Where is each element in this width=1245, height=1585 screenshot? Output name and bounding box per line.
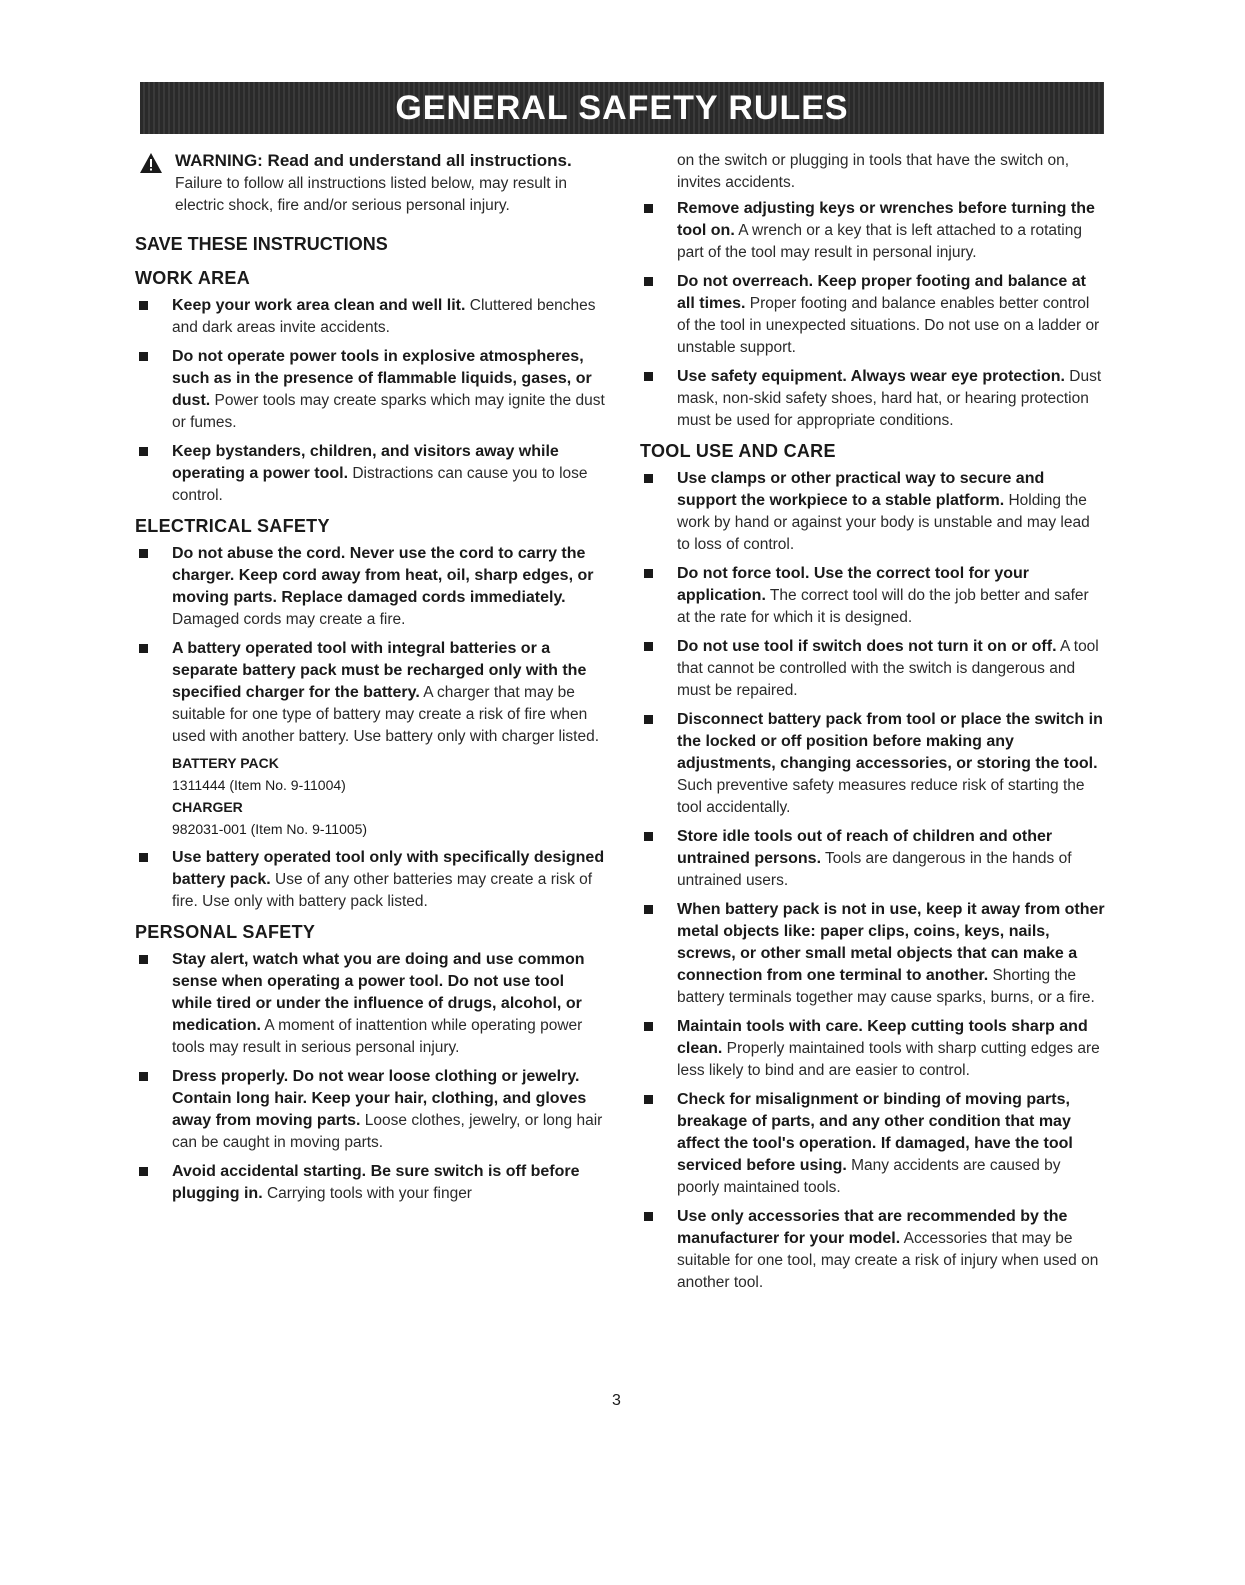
list-item bbox=[135, 346, 605, 434]
bullet-icon bbox=[644, 905, 653, 914]
list-item bbox=[640, 636, 1105, 702]
rule-lead: Do not abuse the cord. Never use the cord to carry the charger. Keep cord away from heat, oil, sharp edges, or moving parts. Replace damaged cords immediately. bbox=[172, 545, 594, 606]
rule-lead: Use battery operated tool only with specifically designed battery pack. bbox=[172, 849, 605, 888]
rule-lead: Keep your work area clean and well lit. bbox=[172, 297, 466, 314]
list-item bbox=[640, 366, 1105, 432]
battery-pack-label: BATTERY PACK bbox=[172, 755, 279, 771]
continued-text: on the switch or plugging in tools that have the switch on, invites accidents. bbox=[677, 152, 1070, 191]
list-item bbox=[135, 638, 605, 840]
tool-use-list bbox=[640, 468, 1105, 1294]
bullet-icon bbox=[139, 1072, 148, 1081]
rule-body: Properly maintained tools with sharp cutting edges are less likely to bind and are easier to control. bbox=[677, 1040, 1100, 1079]
list-item bbox=[640, 271, 1105, 359]
bullet-icon bbox=[139, 1167, 148, 1176]
rule-body: Carrying tools with your finger bbox=[262, 1185, 472, 1202]
rule-lead: Avoid accidental starting. Be sure switch is off before plugging in. bbox=[172, 1163, 580, 1202]
right-column bbox=[640, 150, 1105, 1302]
bullet-icon bbox=[644, 1022, 653, 1031]
list-item bbox=[640, 826, 1105, 892]
list-item bbox=[135, 1066, 605, 1154]
list-item bbox=[135, 543, 605, 631]
rule-body: Such preventive safety measures reduce risk of starting the tool accidentally. bbox=[677, 777, 1085, 816]
rule-lead: Use safety equipment. Always wear eye protection. bbox=[677, 368, 1065, 385]
rule-body: Cluttered benches and dark areas invite accidents. bbox=[172, 297, 596, 336]
battery-pack-spec bbox=[172, 752, 605, 840]
rule-body: Proper footing and balance enables better control of the tool in unexpected situations. Do not use on a ladder or unstable support. bbox=[677, 295, 1100, 356]
list-item bbox=[135, 295, 605, 339]
page-title: GENERAL SAFETY RULES bbox=[395, 88, 849, 127]
rule-body: Power tools may create sparks which may ignite the dust or fumes. bbox=[172, 392, 605, 431]
bullet-icon bbox=[644, 569, 653, 578]
rule-body: Dust mask, non-skid safety shoes, hard hat, or hearing protection must be used for appropriate conditions. bbox=[677, 368, 1102, 429]
bullet-icon bbox=[644, 474, 653, 483]
warning-triangle-icon bbox=[139, 152, 163, 174]
list-item bbox=[640, 1089, 1105, 1199]
list-item bbox=[135, 1161, 605, 1205]
bullet-icon bbox=[644, 642, 653, 651]
bullet-icon bbox=[139, 644, 148, 653]
work-area-heading: WORK AREA bbox=[135, 268, 251, 288]
bullet-icon bbox=[644, 204, 653, 213]
bullet-icon bbox=[139, 549, 148, 558]
bullet-icon bbox=[139, 955, 148, 964]
rule-lead: Store idle tools out of reach of children and other untrained persons. bbox=[677, 828, 1053, 867]
rule-lead: Do not force tool. Use the correct tool for your application. bbox=[677, 565, 1030, 604]
rule-body: Distractions can cause you to lose control. bbox=[172, 465, 588, 504]
rule-lead: Do not use tool if switch does not turn it on or off. bbox=[677, 638, 1057, 655]
tool-use-heading: TOOL USE AND CARE bbox=[640, 441, 836, 461]
bullet-icon bbox=[644, 715, 653, 724]
rule-body: Damaged cords may create a fire. bbox=[172, 611, 406, 628]
list-item bbox=[640, 198, 1105, 264]
charger-value: 982031-001 (Item No. 9-11005) bbox=[172, 821, 368, 837]
rule-lead: Dress properly. Do not wear loose clothing or jewelry. Contain long hair. Keep your hair, clothing, and gloves away from moving parts. bbox=[172, 1068, 587, 1129]
list-item bbox=[640, 563, 1105, 629]
rule-body: Loose clothes, jewelry, or long hair can be caught in moving parts. bbox=[172, 1112, 603, 1151]
rule-body: A wrench or a key that is left attached to a rotating part of the tool may result in personal injury. bbox=[677, 222, 1082, 261]
rule-body: Holding the work by hand or against your body is unstable and may lead to loss of control. bbox=[677, 492, 1090, 553]
rule-lead: Check for misalignment or binding of moving parts, breakage of parts, and any other condition that may affect the tool's operation. If damaged, have the tool serviced before using. bbox=[677, 1091, 1073, 1174]
personal-safety-list bbox=[135, 949, 605, 1205]
warning-body: Failure to follow all instructions listed below, may result in electric shock, fire and/or serious personal injury. bbox=[175, 175, 567, 214]
warning-block bbox=[135, 150, 605, 217]
electrical-safety-heading: ELECTRICAL SAFETY bbox=[135, 516, 330, 536]
bullet-icon bbox=[644, 372, 653, 381]
rule-body: Many accidents are caused by poorly maintained tools. bbox=[677, 1157, 1061, 1196]
rule-lead: Do not operate power tools in explosive atmospheres, such as in the presence of flammable liquids, gases, or dust. bbox=[172, 348, 592, 409]
list-item bbox=[640, 709, 1105, 819]
bullet-icon bbox=[644, 1212, 653, 1221]
list-item bbox=[640, 1206, 1105, 1294]
rule-lead: Disconnect battery pack from tool or place the switch in the locked or off position before making any adjustments, changing accessories, or storing the tool. bbox=[677, 711, 1103, 772]
rule-body: Accessories that may be suitable for one tool, may create a risk of injury when used on another tool. bbox=[677, 1230, 1099, 1291]
list-item bbox=[640, 1016, 1105, 1082]
electrical-safety-list bbox=[135, 543, 605, 913]
save-instructions-heading: SAVE THESE INSTRUCTIONS bbox=[135, 234, 388, 254]
work-area-list bbox=[135, 295, 605, 507]
rule-body: A charger that may be suitable for one type of battery may create a risk of fire when used with another battery. Use battery only with charger listed. bbox=[172, 684, 600, 745]
bullet-icon bbox=[644, 832, 653, 841]
rule-body: The correct tool will do the job better and safer at the rate for which it is designed. bbox=[677, 587, 1089, 626]
rule-body: Tools are dangerous in the hands of untrained users. bbox=[677, 850, 1072, 889]
personal-safety-list-continued bbox=[640, 198, 1105, 432]
charger-label: CHARGER bbox=[172, 799, 243, 815]
bullet-icon bbox=[139, 301, 148, 310]
list-item bbox=[135, 949, 605, 1059]
warning-lead: WARNING: Read and understand all instructions. bbox=[175, 151, 572, 170]
bullet-icon bbox=[644, 1095, 653, 1104]
rule-lead: Remove adjusting keys or wrenches before turning the tool on. bbox=[677, 200, 1095, 239]
list-item bbox=[135, 847, 605, 913]
list-item bbox=[640, 899, 1105, 1009]
rule-body: Shorting the battery terminals together may cause sparks, burns, or a fire. bbox=[677, 967, 1095, 1006]
left-column bbox=[135, 150, 605, 1213]
bullet-icon bbox=[644, 277, 653, 286]
page-number: 3 bbox=[612, 1392, 621, 1409]
rule-lead: Stay alert, watch what you are doing and use common sense when operating a power tool. Do not use tool while tired or under the influence of drugs, alcohol, or medication. bbox=[172, 951, 585, 1034]
list-item bbox=[135, 441, 605, 507]
rule-lead: Maintain tools with care. Keep cutting tools sharp and clean. bbox=[677, 1018, 1088, 1057]
list-item bbox=[640, 468, 1105, 556]
rule-lead: A battery operated tool with integral batteries or a separate battery pack must be recharged only with the specified charger for the battery. bbox=[172, 640, 587, 701]
bullet-icon bbox=[139, 352, 148, 361]
rule-lead: Keep bystanders, children, and visitors away while operating a power tool. bbox=[172, 443, 559, 482]
rule-body: A moment of inattention while operating power tools may result in serious personal injury. bbox=[172, 1017, 583, 1056]
personal-safety-heading: PERSONAL SAFETY bbox=[135, 922, 316, 942]
bullet-icon bbox=[139, 447, 148, 456]
rule-body: A tool that cannot be controlled with the switch is dangerous and must be repaired. bbox=[677, 638, 1099, 699]
bullet-icon bbox=[139, 853, 148, 862]
rule-lead: When battery pack is not in use, keep it away from other metal objects like: paper clips, coins, keys, nails, screws, or other small metal objects that can make a connection from one terminal to another. bbox=[677, 901, 1105, 984]
rule-body: Use of any other batteries may create a risk of fire. Use only with battery pack listed. bbox=[172, 871, 593, 910]
rule-lead: Use clamps or other practical way to secure and support the workpiece to a stable platform. bbox=[677, 470, 1045, 509]
battery-pack-value: 1311444 (Item No. 9-11004) bbox=[172, 777, 346, 793]
rule-lead: Do not overreach. Keep proper footing and balance at all times. bbox=[677, 273, 1086, 312]
rule-lead: Use only accessories that are recommended by the manufacturer for your model. bbox=[677, 1208, 1068, 1247]
title-banner bbox=[140, 82, 1104, 134]
